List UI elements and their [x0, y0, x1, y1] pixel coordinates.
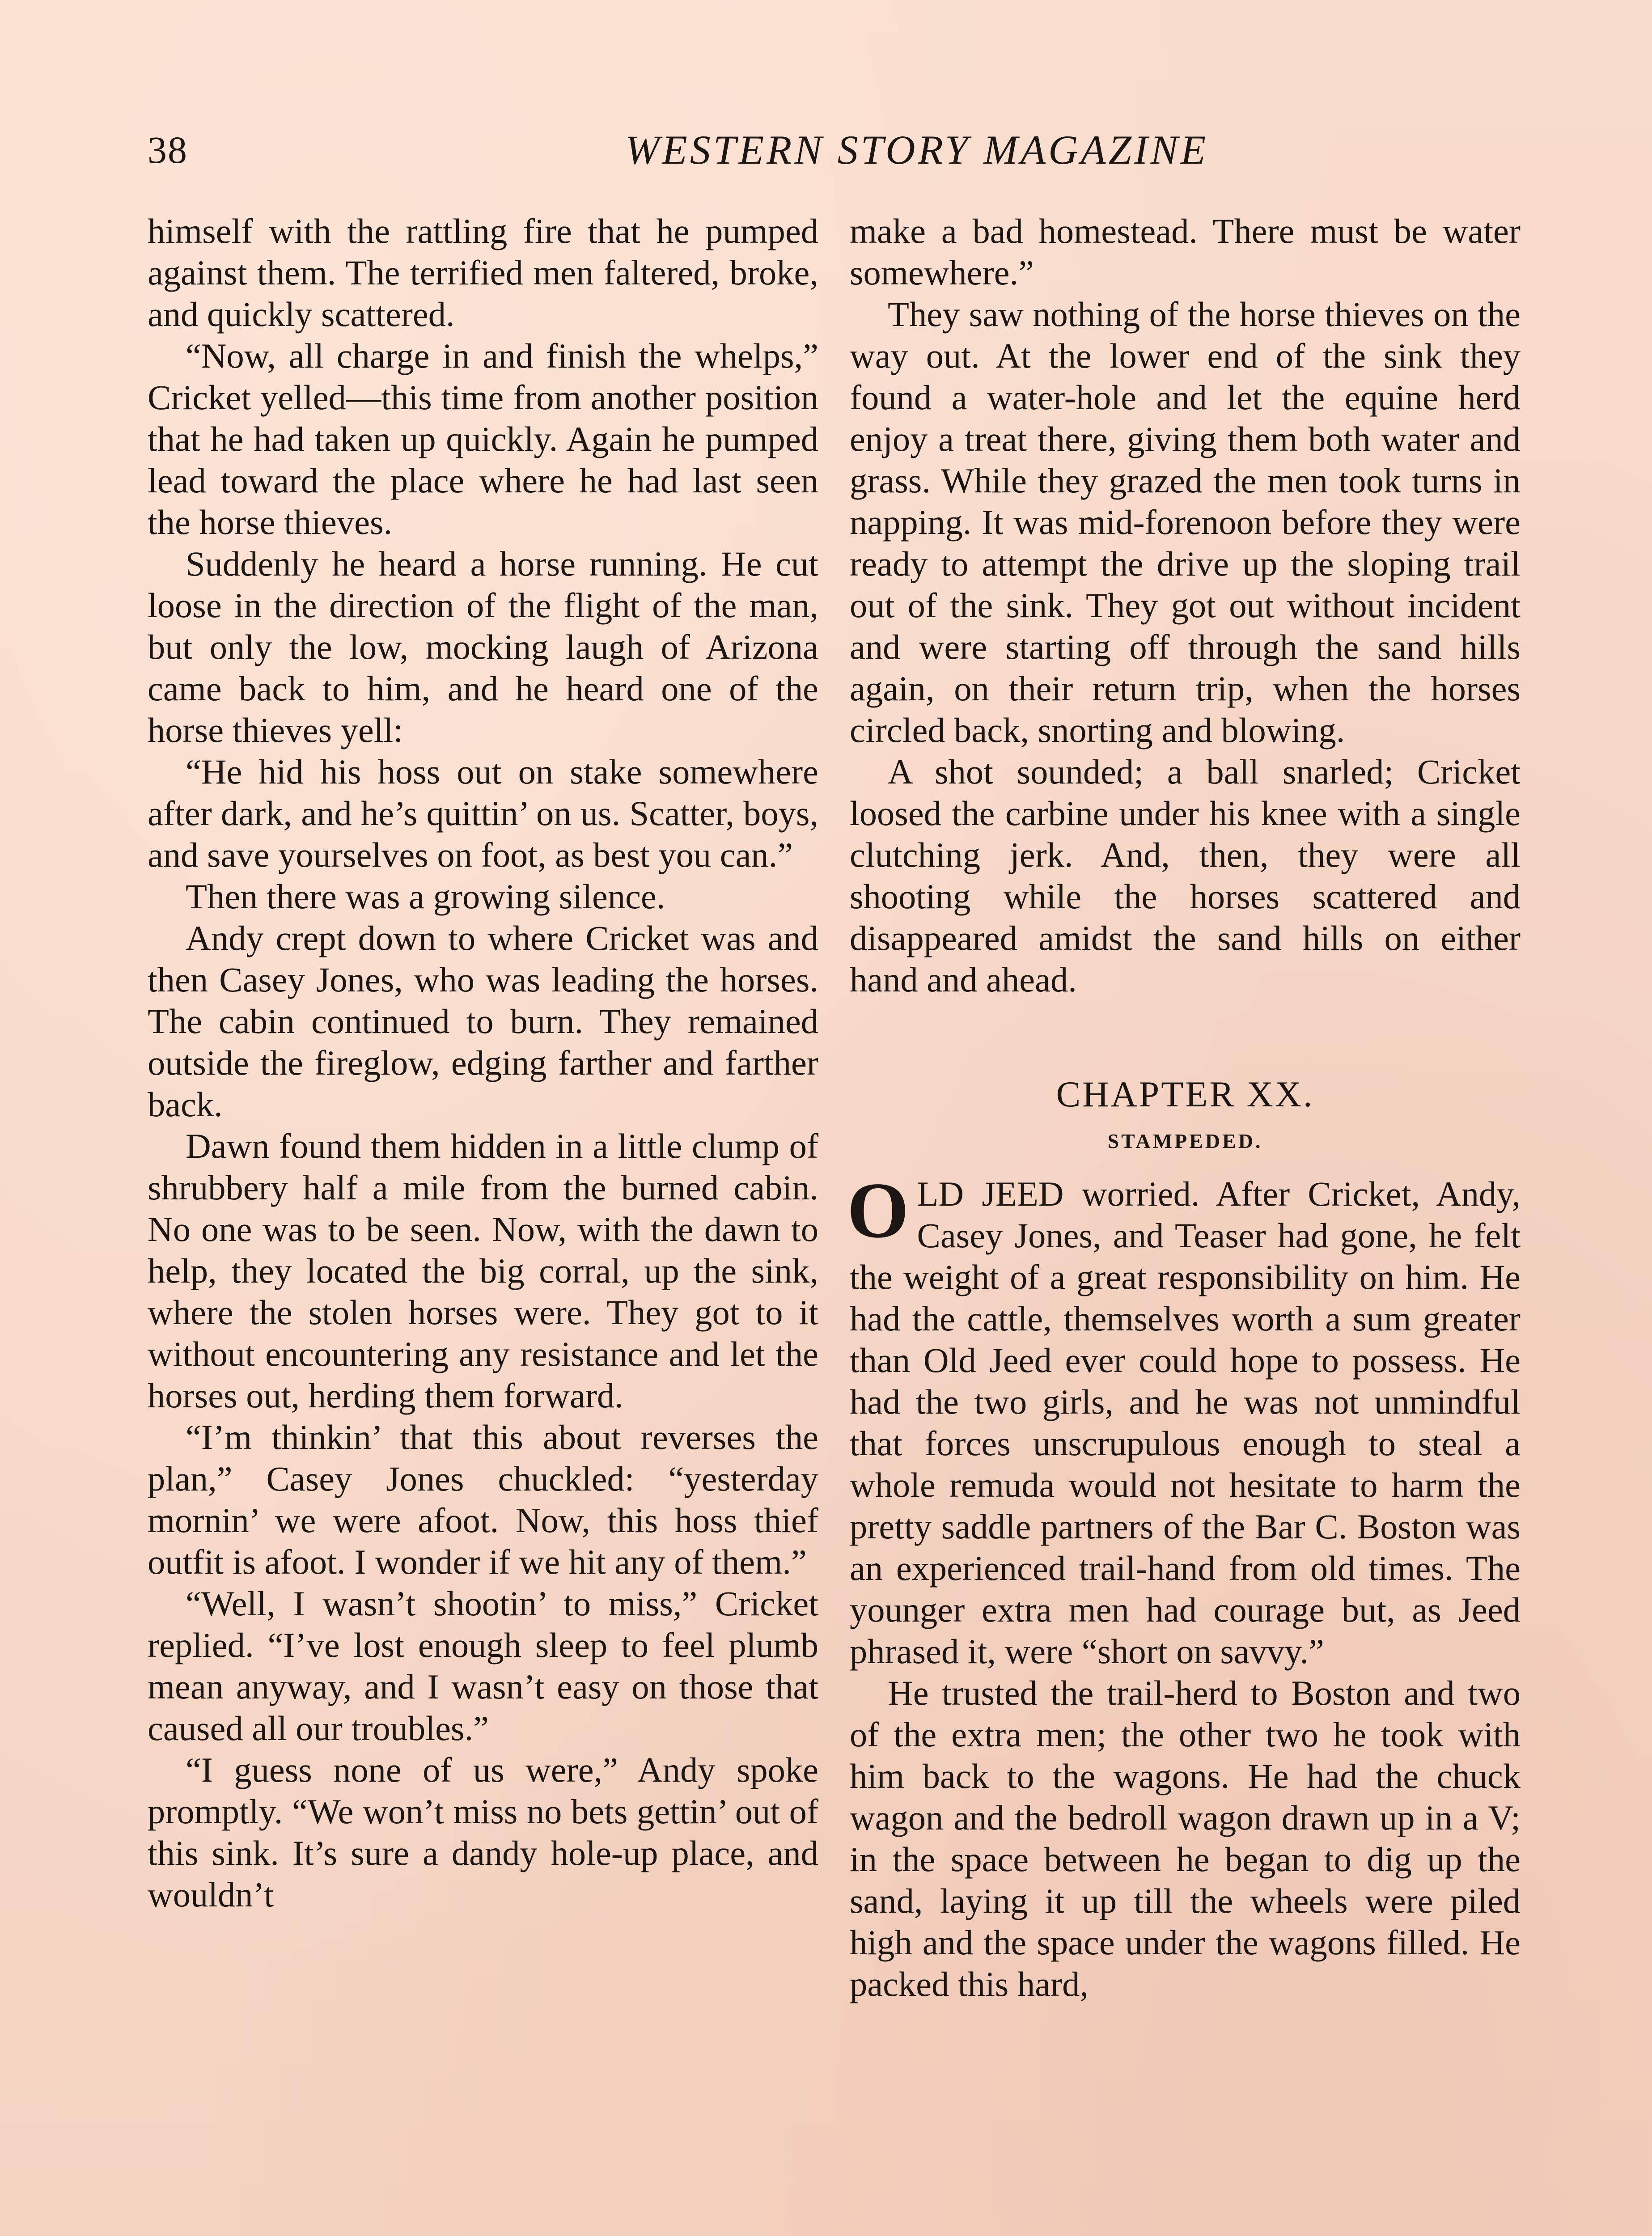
page-number: 38 — [148, 128, 188, 171]
paragraph: “Now, all charge in and finish the whelps,” Cricket yelled—this time from another position that he had taken up quickly. Again he pumped lead toward the place where he had last seen the horse thieves. — [148, 336, 818, 542]
paragraph: “I guess none of us were,” Andy spoke promptly. “We won’t miss no bets gettin’ out of this sink. It’s sure a dandy hole-up place, and wouldn’t — [148, 1750, 818, 1914]
paragraph: himself with the rattling fire that he pumped against them. The terrified men faltered, broke, and quickly scattered. — [148, 212, 818, 334]
chapter-subtitle: STAMPEDED. — [1107, 1130, 1263, 1152]
paragraph: “I’m thinkin’ that this about reverses the plan,” Casey Jones chuckled: “yesterday mornin’ we were afoot. Now, this hoss thief outfit is afoot. I wonder if we hit any of them.” — [148, 1418, 818, 1581]
left-column — [148, 210, 818, 1915]
paragraph: They saw nothing of the horse thieves on the way out. At the lower end of the sink they found a water-hole and let the equine herd enjoy a treat there, giving them both water and grass. While they grazed the men took turns in napping. It was mid-forenoon before they were ready to attempt the drive up the sloping trail out of the sink. They got out without incident and were starting off through the sand hills again, on their return trip, when the horses circled back, snorting and blowing. — [850, 295, 1521, 750]
right-column — [847, 210, 1521, 2005]
page-header — [148, 121, 1521, 179]
paragraph: make a bad homestead. There must be water somewhere.” — [850, 212, 1521, 292]
paragraph: He trusted the trail-herd to Boston and two of the extra men; the other two he took with him back to the wagons. He had the chuck wagon and the bedroll wagon drawn up in a V; in the space between he began to dig up the sand, laying it up till the wheels were piled high and the space under the wagons filled. He packed this hard, — [850, 1673, 1521, 2003]
chapter-heading: CHAPTER XX. — [1056, 1074, 1314, 1114]
paragraph: “Well, I wasn’t shootin’ to miss,” Cricket replied. “I’ve lost enough sleep to feel plumb mean anyway, and I wasn’t easy on those that caused all our troubles.” — [148, 1584, 818, 1748]
paragraph: Suddenly he heard a horse running. He cut loose in the direction of the flight of the man, but only the low, mocking laugh of Arizona came back to him, and he heard one of the horse thieves yell: — [148, 544, 818, 750]
chapter-opening-paragraph — [847, 1166, 1521, 1672]
running-head: WESTERN STORY MAGAZINE — [625, 127, 1209, 173]
paragraph: Andy crept down to where Cricket was and then Casey Jones, who was leading the horses. The cabin continued to burn. They remained outside the fireglow, edging farther and farther back. — [148, 919, 818, 1124]
paragraph: Then there was a growing silence. — [186, 877, 665, 916]
drop-cap: O — [847, 1166, 909, 1254]
paragraph: Dawn found them hidden in a little clump of shrubbery half a mile from the burned cabin. No one was to be seen. Now, with the dawn to help, they located the big corral, up the sink, where the stolen horses were. They got to it without encountering any resistance and let the horses out, herding them forward. — [148, 1126, 818, 1415]
opening-text: LD JEED worried. After Cricket, Andy, Casey Jones, and Teaser had gone, he felt the weight of a great responsibility on him. He had the cattle, themselves worth a sum greater than Old Jeed ever could hope to possess. He had the two girls, and he was not unmindful that forces unscrupulous enough to steal a whole remuda would not hesitate to harm the pretty saddle partners of the Bar C. Boston was an experienced trail-hand from old times. The younger extra men had courage but, as Jeed phrased it, were “short on savvy.” — [850, 1174, 1521, 1671]
paragraph: A shot sounded; a ball snarled; Cricket loosed the carbine under his knee with a single clutching jerk. And, then, they were all shooting while the horses scattered and disappeared amidst the sand hills on either hand and ahead. — [850, 752, 1521, 999]
paragraph: “He hid his hoss out on stake somewhere after dark, and he’s quittin’ on us. Scatter, boys, and save yourselves on foot, as best you can.” — [148, 752, 818, 874]
